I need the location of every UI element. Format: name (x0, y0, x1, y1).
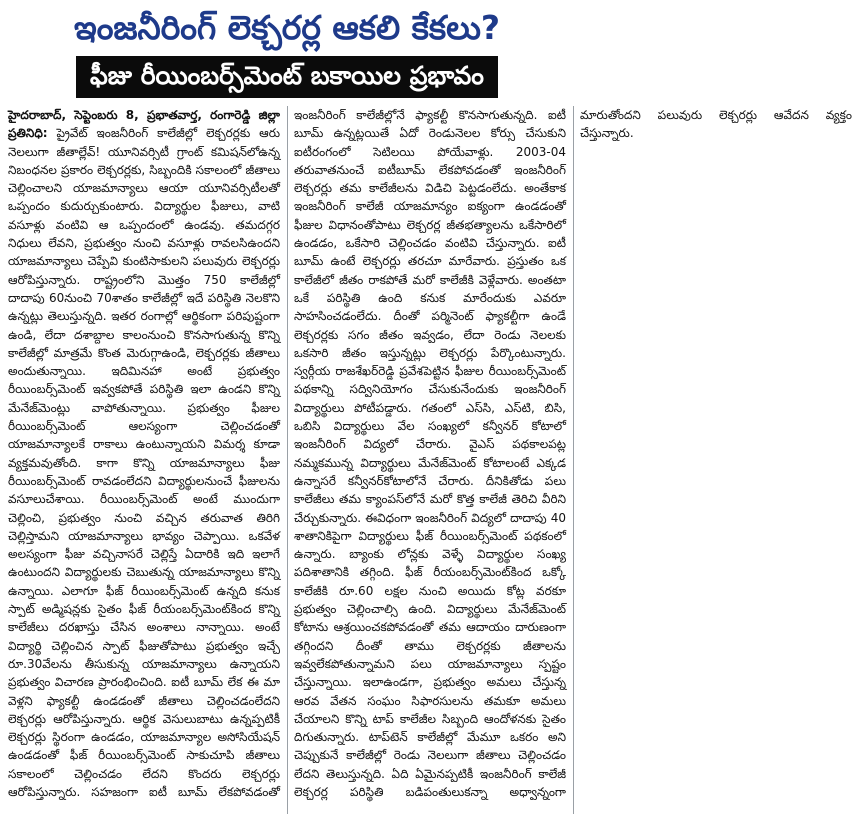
article-paragraph (8, 106, 852, 814)
article-body (8, 106, 852, 814)
article-text: ప్రైవేట్ ఇంజనీరింగ్ కాలేజీల్లో లెక్చరర్లకు ఆరు నెలలుగా జీతాల్లేవ్! యూనివర్సిటీ గ్రాంట్ కమిషన్‌లోఉన్న నిబంధనల ప్రకారం లెక్చరర్లకు, సిబ్బందికి సకాలంలో జీతాలు చెల్లించాలని యాజమాన్యాలు ఆయా యూనివర్సిటీలతో ఒప్పందం కుదుర్చుకుంటారు. విద్యార్థుల ఫీజులు, వాటి వసూళ్లు వంటివి ఆ ఒప్పందంలో ఉండవు. తమదగ్గర నిధులు లేవని, ప్రభుత్వం నుంచి వసూళ్లు రావలసిఉందని యాజమాన్యాలు చెప్పేవి కుంటిసాకులని పలువురు లెక్చరర్లు ఆరోపిస్తున్నారు. రాష్ట్రంలోని మొత్తం 750 కాలేజీల్లో దాదాపు 60నుంచి 70శాతం కాలేజీల్లో ఇదే పరిస్థితి నెలకొని ఉన్నట్లు తెలుస్తున్నది. ఇతర రంగాల్లో ఆర్థికంగా పరిపుష్టంగా ఉండి, లేదా దశాబ్దాల కాలంనుంచి కొనసాగుతున్న కొన్ని కాలేజీల్లో మాత్రమే కొంత మెరుగ్గాఉండి, లెక్చరర్లకు జీతాలు అందుతున్నాయి. ఇదిమినహా అంటే ప్రభుత్వం రీయింబర్స్‌మెంట్ ఇవ్వకపోతే పరిస్థితి ఇలా ఉండని కొన్ని మేనేజ్‌మెంట్లు వాపోతున్నాయి. ప్రభుత్వం ఫీజుల రీయింబర్స్‌మెంట్ ఆలస్యంగా చెల్లించడంతో యాజమాన్యాలకే రాకాలు ఉంటున్నాయని విమర్శ కూడా వ్యక్తమవుతోంది. కాగా కొన్ని యాజమాన్యాలు ఫీజు రీయింబర్స్‌మెంట్ రావడంలేదని విద్యార్థులనుంచే ఫీజులను వసూలుచేశాయి. రీయింబర్స్‌మెంట్ అంటే ముందుగా చెల్లించి, ప్రభుత్వం నుంచి వచ్చిన తరువాత తిరిగి చెల్లిస్తామని యాజమాన్యాలు భావ్యం చెప్పాయి. ఒకవేళ అలస్యంగా ఫీజు వచ్చినాసరే చెల్లిస్తే ఏదారికి ఇది ఇలాగే ఉంటుందని విద్యార్థులకు చెబుతున్న యాజమాన్యాలు కొన్ని ఉన్నాయి. ఎలాగూ ఫీజ్ రీయింబర్స్‌మెంట్ ఉన్నది కనుక స్పాట్ అడ్మిషన్లకు సైతం ఫీజ్ రీయంబర్స్‌మెంట్‌కింద కొన్ని కాలేజీలు దరఖాస్తు చేసిన అంశాలు నాన్నాయి. అంటే విద్యార్థి చెల్లించిన స్పాట్ ఫీజుతోపాటు ప్రభుత్వం ఇచ్చే రూ.30వేలను తీసుకున్న యాజమాన్యాలు ఉన్నాయని ప్రభుత్వం విచారణ ప్రారంభించింది. ఐటీ బూమ్ లేక ఈ మా వెళ్లని ఫ్యాకల్టీ ఉండడంతో జీతాలు చెల్లించడంలేదని లెక్చరర్లు ఆరోపిస్తున్నారు. ఆర్థిక వెసులుబాటు ఉన్నప్పటికీ లెక్చరర్లు స్థిరంగా ఉండడం, యాజమాన్యాల అసోసియేషన్ ఉండడంతో ఫీజ్ రీయింబర్స్‌మెంట్ సాకుచూపి జీతాలు సకాలంలో చెల్లించడం లేదని కొందరు లెక్చరర్లు ఆరోపిస్తున్నారు. సహజంగా ఐటీ బూమ్ లేకపోవడంతో ఇంజనీరింగ్ కాలేజీల్లోనే ఫ్యాకల్టీ కొనసాగుతున్నది. ఐటీ బూమ్ ఉన్నట్లయితే ఏదో రెండునెలల కోర్సు చేసుకుని ఐటీరంగంలో సెటిలయి పోయేవాళ్లు. 2003-04 తరువాతనుంచే ఐటీబూమ్ లేకపోవడంతో ఇంజనీరింగ్ లెక్చరర్లు తమ కాలేజీలను విడిచి పెట్టడంలేదు. అంతేకాక ఇంజనీరింగ్ కాలేజీ యాజమాన్యం ఐక్యంగా ఉండడంతో ఫీజుల విధానంతోపాటు లెక్చరర్ల జీతభత్యాలను ఒకేసారిలో ఉండడం, ఒకేసారి చెల్లించడం వంటివి చేస్తున్నారు. ఐటీ బూమ్ ఉంటే లెక్చరర్లు తరచూ మారేవారు. ప్రస్తుతం ఒక కాలేజీలో జీతం రాకపోతే మరో కాలేజీకి వెళ్లేవారు. అంతటా ఒకే పరిస్థితి ఉంది కనుక మారేందుకు ఎవరూ సాహసించడంలేదు. దీంతో పర్మినెంట్ ఫ్యాకల్టీగా ఉండే లెక్చరర్లకు సగం జీతం ఇవ్వడం, లేదా రెండు నెలలకు ఒకసారి జీతం ఇస్తున్నట్లు లెక్చరర్లు పేర్కొంటున్నారు. స్వర్గీయ రాజశేఖర్‌రెడ్డి ప్రవేశపెట్టిన ఫీజుల రీయింబర్స్‌మెంట్ పథకాన్ని సద్వినియోగం చేసుకునేందుకు ఇంజనీరింగ్ విద్యార్థులు పోటీపడ్డారు. గతంలో ఎస్‌సి, ఎస్‌టి, బిసి, ఒబిసి విద్యార్థులు వేల సంఖ్యలో కన్వీనర్ కోటాలో ఇంజనీరింగ్ విద్యలో చేరారు. వైఎస్ పథకాలపట్ల నమ్మకమున్న విద్యార్థులు మేనేజ్‌మెంట్ కోటాలంటే ఎక్కడ ఉన్నాసరే కన్వీనర్‌కోటాలోనే చేరారు. దీనికితోడు పలు కాలేజీలు తమ క్యాంపస్‌లోనే మరో కొత్త కాలేజీ తెరిచి వీరిని చేర్చుకున్నారు. ఈవిధంగా ఇంజనీరింగ్ విద్యలో దాదాపు 40 శాతానికిపైగా విద్యార్థులు ఫీజ్ రీయింబర్స్‌మెంట్ పథకంలో ఉన్నారు. బ్యాంకు లోన్లకు వెళ్ళే విద్యార్థుల సంఖ్య పదిశాతానికి తగ్గింది. ఫీజ్ రీయంబర్స్‌మెంట్‌కింద ఒక్కో కాలేజీకి రూ.60 లక్షల నుంచి అయిదు కోట్ల వరకూ ప్రభుత్వం చెల్లించాల్సి ఉంది. విద్యార్థులు మేనేజ్‌మెంట్ కోటాను ఆశ్రయించకపోవడంతో తమ ఆదాయం దారుణంగా తగ్గిందని దీంతో తాము లెక్చరర్లకు జీతాలను ఇవ్వలేకపోతున్నామని పలు యాజమాన్యాలు స్పష్టం చేస్తున్నాయి. ఇలాఉండగా, ప్రభుత్వం అమలు చేస్తున్న ఆరవ వేతన సంఘం సిఫారసులను తమకూ అమలు చేయాలని కొన్ని టాప్ కాలేజీల సిబ్బంది ఆందోళనకు సైతం దిగుతున్నారు. టాప్‌టెన్ కాలేజీల్లో మేమూ ఒకరం అని చెప్పుకునే కాలేజీల్లో రెండు నెలలుగా జీతాలు చెల్లించడం లేదని తెలుస్తున్నది. ఏది ఏమైనప్పటికీ ఇంజనీరింగ్ కాలేజీ లెక్చరర్ల పరిస్థితి బడిపంతులుకన్నా అధ్వాన్నంగా మారుతోందని పలువురు లెక్చరర్లు ఆవేదన వ్యక్తం చేస్తున్నారు. (8, 108, 852, 799)
subheadline-banner (8, 56, 566, 98)
dateline: హైదరాబాద్, సెప్టెంబరు 8, ప్రభాతవార్త, రంగారెడ్డి జిల్లా ప్రతినిధి: (8, 108, 280, 141)
subheadline: ఫీజు రీయింబర్స్‌మెంట్ బకాయిల ప్రభావం (76, 56, 498, 98)
headline: ఇంజనీరింగ్ లెక్చరర్ల ఆకలి కేకలు? (73, 8, 501, 47)
